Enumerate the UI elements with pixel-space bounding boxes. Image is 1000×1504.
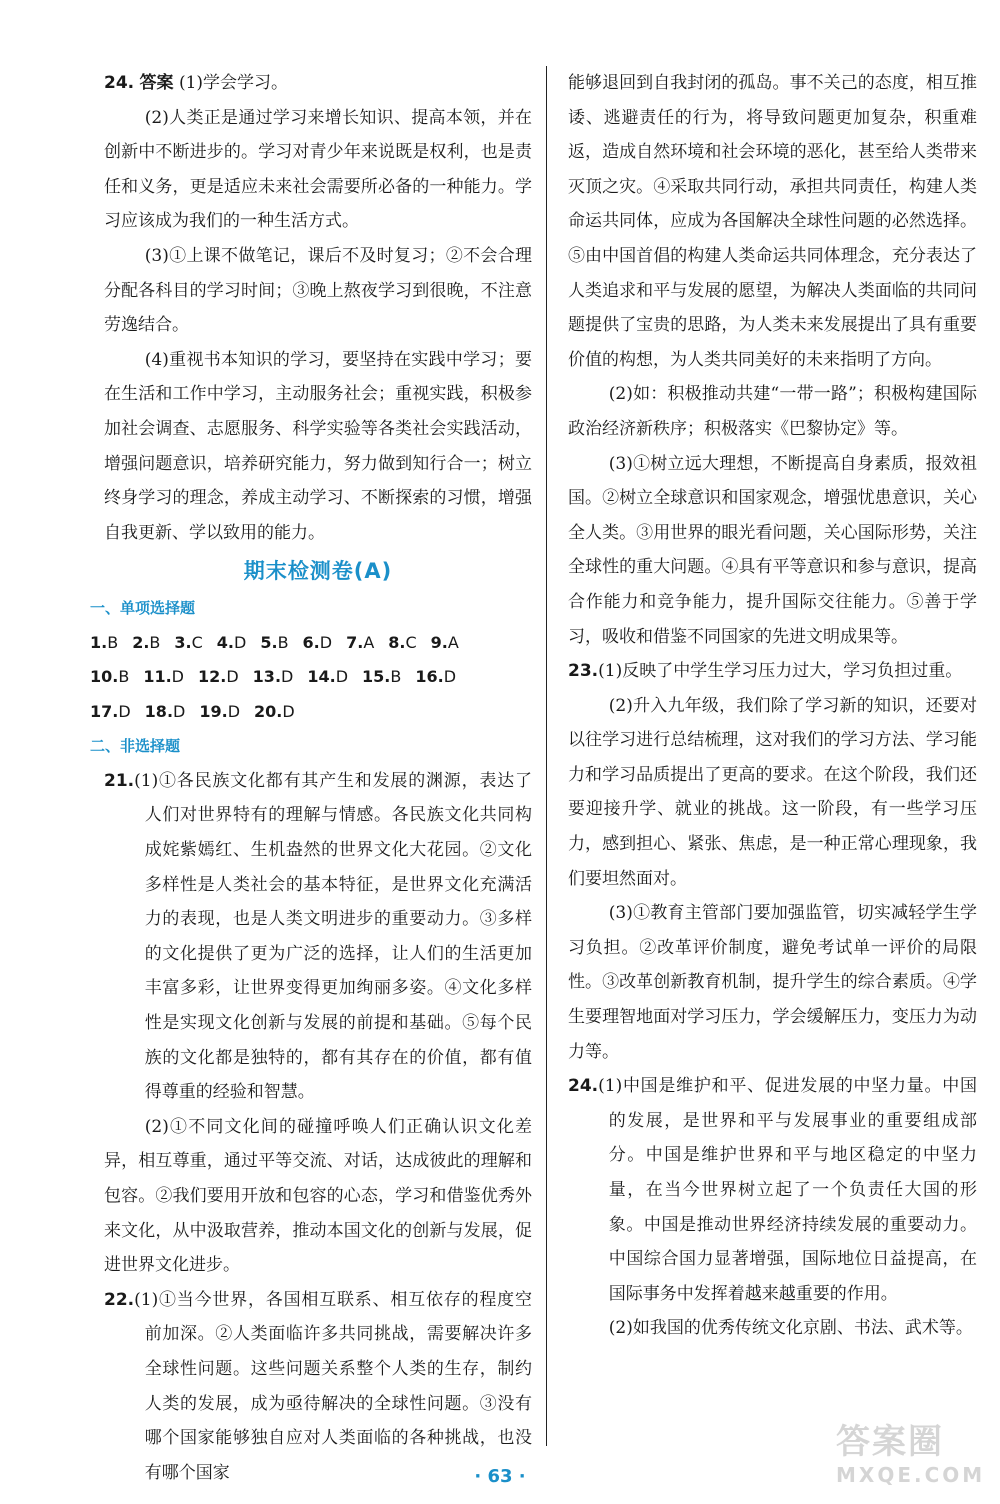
answer-part-1: (1)①当今世界，各国相互联系、相互依存的程度空前加深。②人类面临许多共同挑战，需要解决许多全球性问题。这些问题关系整个人类的生存，制约人类的发展，成为亟待解决的全球性问题。③没有哪个国家能够独自应对人类面临的各种挑战，也没有哪个国家 [134, 1289, 532, 1483]
page-number: · 63 · [474, 1466, 526, 1487]
answer-part-1: (1)中国是维护和平、促进发展的中坚力量。中国的发展，是世界和平与发展事业的重要组成部分。中国是维护世界和平与地区稳定的中坚力量，在当今世界树立起了一个负责任大国的形象。中国是推动世界经济持续发展的重要动力。中国综合国力显著增强，国际地位日益提高，在国际事务中发挥着越来越重要的作用。 [598, 1076, 977, 1304]
answer-part-1: (1)反映了中学生学习压力过大，学习负担过重。 [598, 661, 963, 682]
mcq-row [90, 626, 532, 661]
answer-part-2: (2)如：积极推动共建“一带一路”；积极构建国际政治经济新秩序；积极落实《巴黎协定》等。 [568, 384, 977, 439]
answer-part-1: (1)①各民族文化都有其产生和发展的渊源，表达了人们对世界特有的理解与情感。各民族文化共同构成姹紫嫣红、生机盎然的世界文化大花园。②文化多样性是人类社会的基本特征，是世界文化充满活力的表现，也是人类文明进步的重要动力。③多样的文化提供了更为广泛的选择，让人们的生活更加丰富多彩，让世界变得更加绚丽多姿。④文化多样性是实现文化创新与发展的前提和基础。⑤每个民族的文化都是独特的，都有其存在的价值，都有值得尊重的经验和智慧。 [134, 770, 532, 1103]
mcq-item: 17.D [90, 701, 131, 721]
question-21 [104, 764, 532, 1110]
left-column [90, 66, 532, 1490]
mcq-item: 2.B [132, 632, 161, 652]
answer-part-2: (2)人类正是通过学习来增长知识、提高本领，并在创新中不断进步的。学习对青少年来说既是权利，也是责任和义务，更是适应未来社会需要所必备的一种能力。学习应该成为我们的一种生活方式。 [104, 107, 532, 232]
mcq-item: 9.A [430, 632, 459, 652]
question-23 [568, 654, 977, 689]
mcq-heading: 一、单项选择题 [90, 598, 196, 617]
answer-part-4: (4)重视书本知识的学习，要坚持在实践中学习；要在生活和工作中学习，主动服务社会；重视实践，积极参加社会调查、志愿服务、科学实验等各类社会实践活动，增强问题意识，培养研究能力，努力做到知行合一；树立终身学习的理念，养成主动学习、不断探索的习惯，增强自我更新、学以致用的能力。 [104, 349, 532, 543]
watermark-url: MXQE.COM [836, 1463, 986, 1487]
mcq-item: 11.D [143, 667, 184, 687]
watermark-logo [836, 1414, 986, 1494]
mcq-item: 18.D [144, 701, 186, 721]
question-22 [104, 1283, 532, 1491]
mcq-answers [90, 626, 532, 730]
right-column [568, 66, 977, 1346]
mcq-item: 20.D [254, 701, 295, 721]
question-number: 22. [104, 1289, 135, 1310]
mcq-item: 15.B [362, 667, 402, 687]
question-number: 23. [568, 661, 599, 682]
mcq-item: 13.D [252, 667, 294, 687]
answer-part-1: (1)学会学习。 [178, 73, 289, 93]
question-number: 24. [568, 1076, 599, 1097]
answer-label: 答案 [139, 73, 174, 93]
mcq-row [90, 695, 532, 730]
non-mcq-heading: 二、非选择题 [90, 737, 181, 756]
answer-part-2: (2)升入九年级，我们除了学习新的知识，还要对以往学习进行总结梳理，这对我们的学习方法、学习能力和学习品质提出了更高的要求。在这个阶段，我们还要迎接升学、就业的挑战。这一阶段，有一些学习压力，感到担心、紧张、焦虑，是一种正常心理现象，我们要坦然面对。 [568, 695, 977, 889]
mcq-item: 16.D [415, 667, 457, 687]
question-24 [568, 1069, 977, 1311]
question-24-previous [104, 66, 532, 101]
watermark-text: 答案圈 [836, 1422, 944, 1462]
answer-part-2: (2)如我国的优秀传统文化京剧、书法、武术等。 [608, 1318, 973, 1339]
mcq-item: 12.D [198, 667, 239, 687]
mcq-item: 5.B [260, 632, 289, 652]
mcq-row [90, 660, 532, 695]
mcq-item: 10.B [90, 667, 130, 687]
mcq-item: 7.A [346, 632, 375, 652]
mcq-item: 14.D [307, 667, 349, 687]
answer-part-3: (3)①教育主管部门要加强监管，切实减轻学生学习负担。②改革评价制度，避免考试单一评价的局限性。③改革创新教育机制，提升学生的综合素质。④学生要理智地面对学习压力，学会缓解压力，变压力为动力等。 [568, 903, 977, 1062]
mcq-item: 1.B [90, 632, 119, 652]
answer-part-3: (3)①树立远大理想，不断提高自身素质，报效祖国。②树立全球意识和国家观念，增强忧患意识，关心全人类。③用世界的眼光看问题，关心国际形势，关注全球性的重大问题。④具有平等意识和参与意识，提高合作能力和竞争能力，提升国际交往能力。⑤善于学习，吸收和借鉴不同国家的先进文明成果等。 [568, 453, 977, 647]
question-22-continued: 能够退回到自我封闭的孤岛。事不关己的态度，相互推诿、逃避责任的行为，将导致问题更加复杂，积重难返，造成自然环境和社会环境的恶化，甚至给人类带来灭顶之灾。④采取共同行动，承担共同责任，构建人类命运共同体，应成为各国解决全球性问题的必然选择。⑤由中国首倡的构建人类命运共同体理念，充分表达了人类追求和平与发展的愿望，为解决人类面临的共同问题提供了宝贵的思路，为人类未来发展提出了具有重要价值的构想，为人类共同美好的未来指明了方向。 [568, 73, 977, 370]
answer-part-2: (2)①不同文化间的碰撞呼唤人们正确认识文化差异，相互尊重，通过平等交流、对话，达成彼此的理解和包容。②我们要用开放和包容的心态，学习和借鉴优秀外来文化，从中汲取营养，推动本国文化的创新与发展，促进世界文化进步。 [104, 1116, 532, 1276]
answer-part-3: (3)①上课不做笔记，课后不及时复习；②不会合理分配各科目的学习时间；③晚上熬夜学习到很晚，不注意劳逸结合。 [104, 245, 532, 336]
mcq-item: 3.C [174, 632, 203, 652]
mcq-item: 6.D [302, 632, 333, 652]
question-number: 21. [104, 770, 135, 791]
question-number: 24. [104, 73, 135, 93]
section-title: 期末检测卷(A) [243, 559, 393, 584]
mcq-item: 4.D [216, 632, 247, 652]
column-divider [546, 66, 547, 1446]
mcq-item: 19.D [199, 701, 241, 721]
mcq-item: 8.C [388, 632, 417, 652]
